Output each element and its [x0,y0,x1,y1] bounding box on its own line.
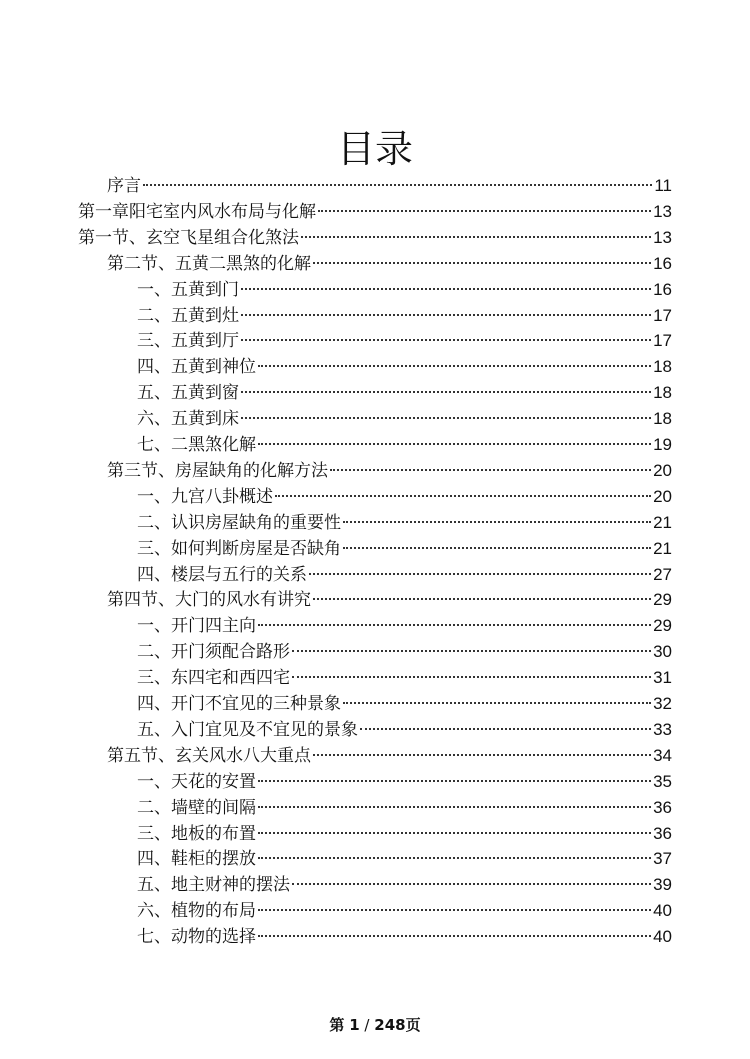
toc-entry[interactable] [137,303,672,329]
toc-dot-leader [143,184,652,186]
toc-entry[interactable] [137,665,672,691]
toc-entry-label: 五、五黄到窗 [137,383,239,404]
toc-entry[interactable] [137,872,672,898]
toc-entry[interactable] [78,225,672,251]
toc-dot-leader [241,391,651,393]
toc-entry-page: 20 [653,486,672,506]
toc-entry-label: 四、开门不宜见的三种景象 [137,694,341,714]
toc-entry-page: 32 [653,694,672,713]
toc-entry-page: 35 [653,771,672,791]
toc-entry-page: 13 [653,227,672,247]
toc-dot-leader [258,365,651,367]
footer-total-pages: 248 [374,1016,406,1034]
toc-entry-label: 四、五黄到神位 [137,357,256,378]
toc-entry-page: 40 [653,927,672,947]
toc-entry-label: 第三节、房屋缺角的化解方法 [107,460,328,481]
toc-dot-leader [360,728,651,730]
toc-dot-leader [318,210,651,212]
toc-entry-label: 二、墙壁的间隔 [137,797,256,818]
toc-entry[interactable] [137,328,672,354]
toc-dot-leader [343,702,651,704]
toc-entry[interactable] [137,613,672,639]
toc-entry[interactable] [107,587,672,613]
toc-entry-label: 一、天花的安置 [137,771,256,792]
toc-entry-page: 19 [653,435,672,454]
toc-dot-leader [258,624,651,626]
footer-prefix: 第 [329,1016,345,1034]
toc-entry-label: 五、地主财神的摆法 [137,875,290,896]
toc-entry[interactable] [137,406,672,432]
toc-entry-label: 四、楼层与五行的关系 [137,564,307,585]
toc-entry[interactable] [137,846,672,872]
toc-entry-page: 36 [653,797,672,817]
toc-entry-label: 一、九宫八卦概述 [137,486,273,507]
toc-entry[interactable] [137,717,672,743]
toc-entry-label: 一、开门四主向 [137,616,256,637]
toc-entry-page: 16 [653,279,672,299]
toc-dot-leader [313,262,651,264]
toc-entry[interactable] [137,277,672,303]
toc-entry-label: 一、五黄到门 [137,279,239,300]
footer-current-page: 1 [349,1016,360,1034]
toc-entry-label: 第二节、五黄二黑煞的化解 [107,253,311,274]
toc-entry-label: 七、二黑煞化解 [137,435,256,455]
toc-dot-leader [292,883,651,885]
toc-entry[interactable] [137,380,672,406]
toc-entry-label: 三、五黄到厅 [137,331,239,352]
toc-entry-label: 六、五黄到床 [137,409,239,430]
toc-entry-page: 18 [653,357,672,377]
toc-entry-label: 二、五黄到灶 [137,305,239,326]
toc-dot-leader [313,754,651,756]
toc-entry-page: 27 [653,564,672,584]
toc-dot-leader [258,780,651,782]
toc-entry-page: 34 [653,745,672,765]
toc-entry-label: 六、植物的布局 [137,901,256,922]
toc-entry-page: 31 [653,668,672,688]
toc-dot-leader [343,521,651,523]
toc-entry[interactable] [137,769,672,795]
toc-entry[interactable] [137,536,672,562]
footer-suffix: 页 [405,1016,421,1034]
toc-dot-leader [313,598,651,600]
toc-entry[interactable] [78,199,672,225]
toc-entry-label: 三、如何判断房屋是否缺角 [137,538,341,559]
toc-entry-page: 33 [653,719,672,739]
toc-dot-leader [292,650,651,652]
toc-entry-page: 17 [653,331,672,351]
toc-entry-label: 二、认识房屋缺角的重要性 [137,512,341,533]
toc-dot-leader [241,288,651,290]
toc-dot-leader [258,806,651,808]
toc-entry-page: 11 [654,176,672,195]
toc-dot-leader [241,314,651,316]
toc-entry-page: 30 [653,642,672,662]
toc-entry[interactable] [107,173,672,199]
toc-entry[interactable] [137,898,672,924]
page-title: 目录 [336,127,413,171]
toc-dot-leader [275,495,651,497]
toc-entry[interactable] [107,743,672,769]
toc-entry-page: 18 [653,383,672,403]
toc-entry-label: 第四节、大门的风水有讲究 [107,590,311,611]
toc-entry-page: 36 [653,823,672,843]
toc-entry-label: 第五节、玄关风水八大重点 [107,745,311,766]
toc-entry-label: 序言 [107,176,141,196]
toc-entry-label: 三、东四宅和西四宅 [137,668,290,689]
toc-entry-label: 四、鞋柜的摆放 [137,849,256,870]
toc-entry-page: 21 [653,512,672,532]
toc-entry[interactable] [137,639,672,665]
toc-entry-label: 三、地板的布置 [137,823,256,844]
toc-dot-leader [258,832,651,834]
footer-separator: / [364,1016,370,1034]
toc-entry[interactable] [107,251,672,277]
toc-entry[interactable] [137,432,672,458]
toc-entry-page: 29 [653,616,672,636]
toc-entry-page: 18 [653,409,672,429]
toc-entry-page: 37 [653,849,672,869]
toc-entry-label: 第一节、玄空飞星组合化煞法 [78,227,299,248]
toc-dot-leader [258,935,651,937]
toc-entry[interactable] [137,484,672,510]
toc-entry-label: 二、开门须配合路形 [137,642,290,663]
toc-dot-leader [258,443,651,445]
toc-dot-leader [301,236,651,238]
toc-entry-page: 16 [653,253,672,273]
toc-entry-page: 13 [653,201,672,221]
toc-entry[interactable] [137,795,672,821]
toc-entry-page: 20 [653,460,672,480]
toc-entry[interactable] [137,510,672,536]
toc-entry-page: 29 [653,590,672,610]
toc-entry-label: 第一章阳宅室内风水布局与化解 [78,201,316,222]
toc-dot-leader [343,547,651,549]
toc-entry[interactable] [137,691,672,717]
toc-dot-leader [258,857,651,859]
toc-entry[interactable] [107,458,672,484]
toc-dot-leader [330,469,651,471]
toc-dot-leader [258,909,651,911]
toc-entry[interactable] [137,821,672,847]
page-footer [0,1015,750,1035]
toc-dot-leader [309,573,651,575]
toc-entry-label: 七、动物的选择 [137,927,256,948]
toc-dot-leader [241,339,651,341]
toc-entry-page: 17 [653,305,672,325]
toc-entry-page: 40 [653,901,672,921]
toc-entry[interactable] [137,924,672,950]
toc-dot-leader [241,417,651,419]
toc-entry-page: 21 [653,538,672,558]
toc-entry-label: 五、入门宜见及不宜见的景象 [137,719,358,740]
toc-entry[interactable] [137,562,672,588]
toc-dot-leader [292,676,651,678]
toc-entry-page: 39 [653,875,672,895]
toc-entry[interactable] [137,354,672,380]
